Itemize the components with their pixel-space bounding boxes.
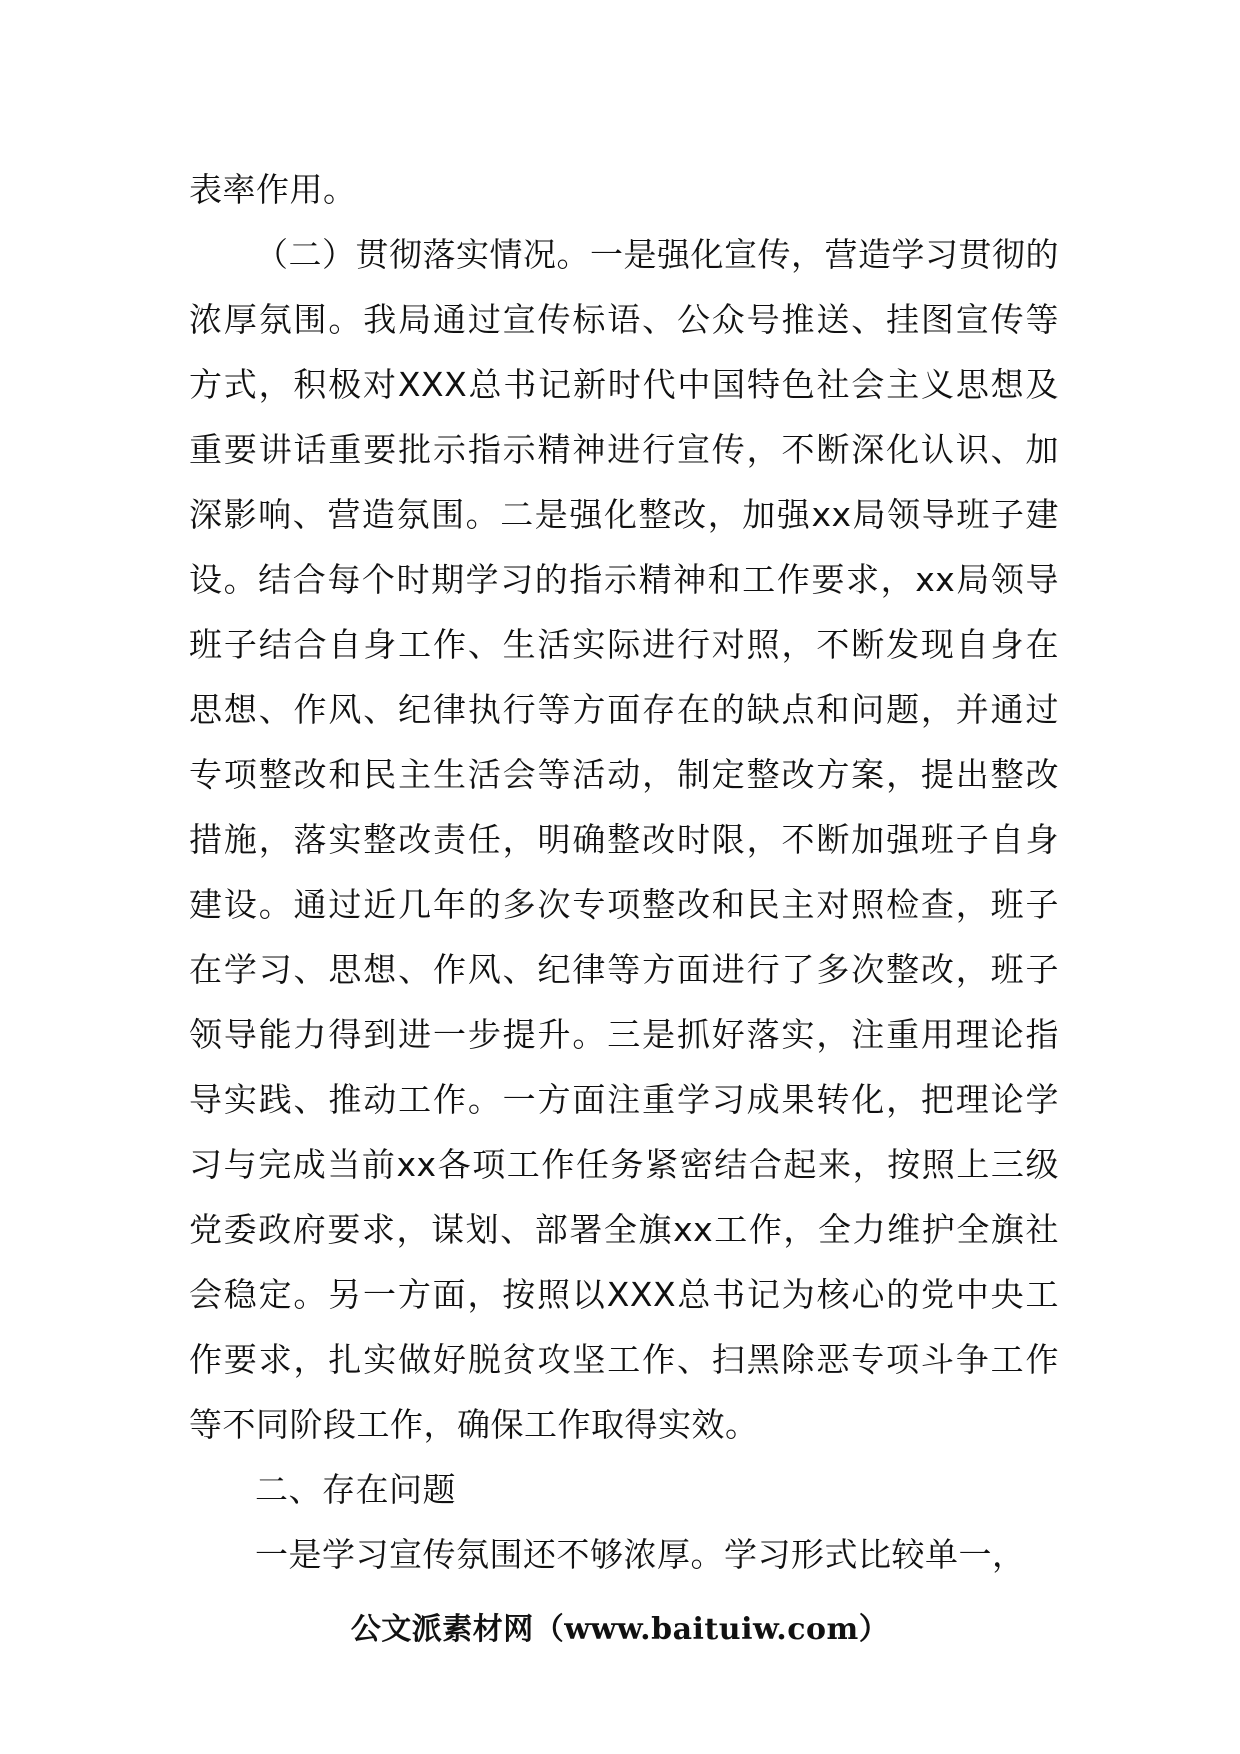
section-heading-problems: 二、存在问题: [255, 1470, 456, 1509]
paragraph-continuation: 表率作用。: [189, 170, 357, 209]
paragraph-implementation: （二）贯彻落实情况。一是强化宣传，营造学习贯彻的浓厚氛围。我局通过宣传标语、公众号推送、挂图宣传等方式，积极对XXX总书记新时代中国特色社会主义思想及重要讲话重要批示指示精神进行宣传，不断深化认识、加深影响、营造氛围。二是强化整改，加强xx局领导班子建设。结合每个时期学习的指示精神和工作要求，xx局领导班子结合自身工作、生活实际进行对照，不断发现自身在思想、作风、纪律执行等方面存在的缺点和问题，并通过专项整改和民主生活会等活动，制定整改方案，提出整改措施，落实整改责任，明确整改时限，不断加强班子自身建设。通过近几年的多次专项整改和民主对照检查，班子在学习、思想、作风、纪律等方面进行了多次整改，班子领导能力得到进一步提升。三是抓好落实，注重用理论指导实践、推动工作。一方面注重学习成果转化，把理论学习与完成当前xx各项工作任务紧密结合起来，按照上三级党委政府要求，谋划、部署全旗xx工作，全力维护全旗社会稳定。另一方面，按照以XXX总书记为核心的党中央工作要求，扎实做好脱贫攻坚工作、扫黑除恶专项斗争工作等不同阶段工作，确保工作取得实效。: [189, 235, 1059, 1444]
paragraph-problem-one: 一是学习宣传氛围还不够浓厚。学习形式比较单一，: [255, 1535, 1026, 1574]
footer-watermark: 公文派素材网（www.baituiw.com）: [350, 1612, 890, 1647]
document-body: [189, 157, 1059, 1587]
